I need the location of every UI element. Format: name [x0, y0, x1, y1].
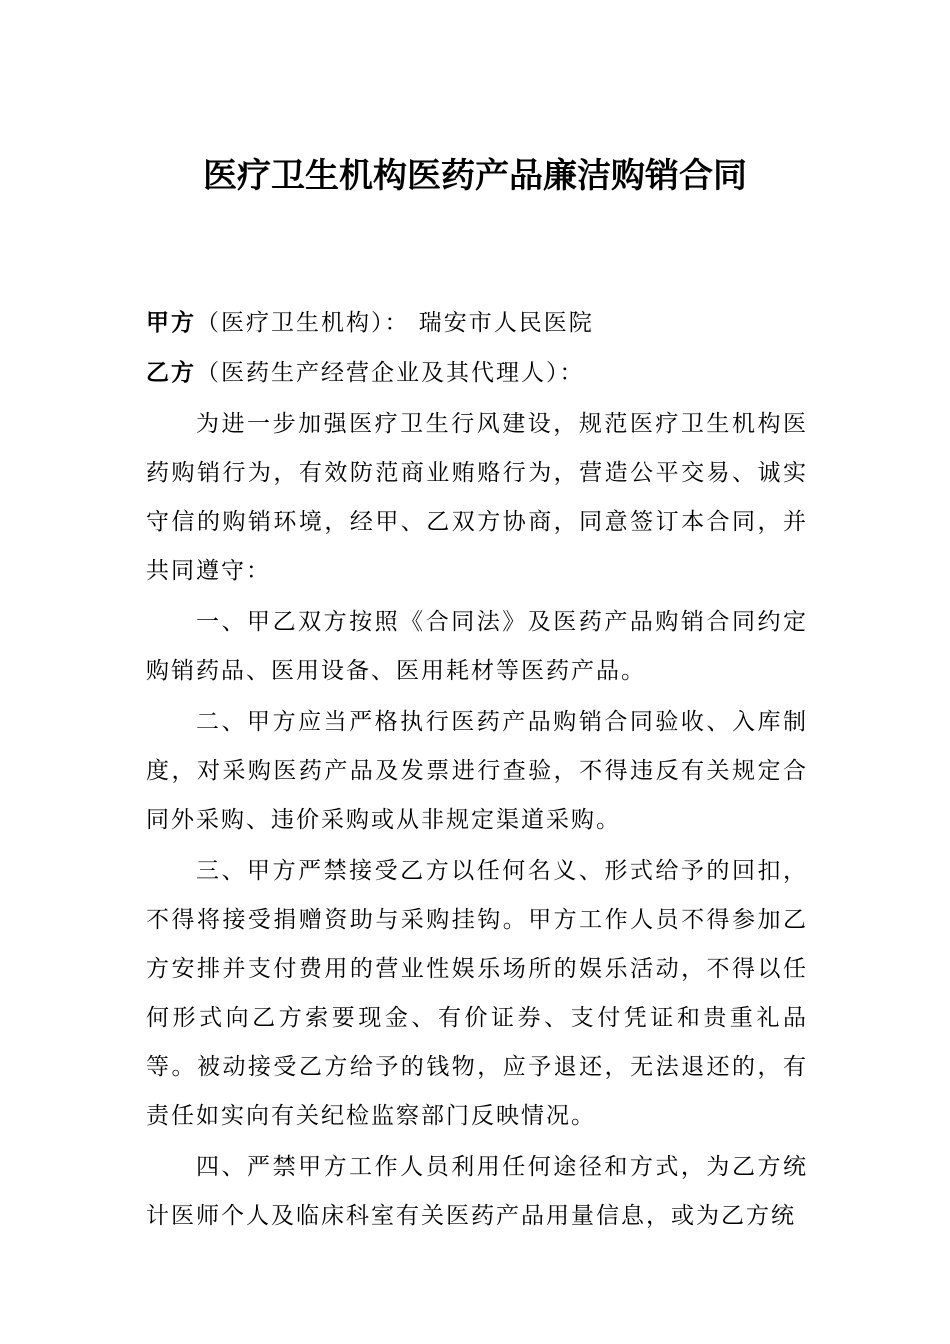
paragraph-clause-3: 三、甲方严禁接受乙方以任何名义、形式给予的回扣，不得将接受捐赠资助与采购挂钩。甲方工作人员不得参加乙方安排并支付费用的营业性娱乐场所的娱乐活动，不得以任何形式向乙方索要现金、有价证券、支付凭证和贵重礼品等。被动接受乙方给予的钱物，应予退还，无法退还的，有责任如实向有关纪检监察部门反映情况。 — [146, 858, 808, 1129]
paragraph-intro: 为进一步加强医疗卫生行风建设，规范医疗卫生机构医药购销行为，有效防范商业贿赂行为，营造公平交易、诚实守信的购销环境，经甲、乙双方协商，同意签订本合同，并共同遵守： — [146, 411, 808, 584]
party-b-line — [146, 353, 816, 393]
paragraph-clause-2: 二、甲方应当严格执行医药产品购销合同验收、入库制度，对采购医药产品及发票进行查验，不得违反有关规定合同外采购、违价采购或从非规定渠道采购。 — [146, 709, 808, 833]
document-title: 医疗卫生机构医药产品廉洁购销合同 — [203, 156, 747, 196]
party-a-label: 甲方 — [146, 309, 196, 336]
party-b-text: （医药生产经营企业及其代理人）： — [196, 360, 585, 386]
paragraph-clause-1: 一、甲乙双方按照《合同法》及医药产品购销合同约定购销药品、医用设备、医用耗材等医药产品。 — [146, 609, 808, 684]
paragraph-clause-4: 四、严禁甲方工作人员利用任何途径和方式，为乙方统计医师个人及临床科室有关医药产品用量信息，或为乙方统 — [146, 1154, 808, 1229]
party-b-label: 乙方 — [146, 359, 196, 386]
party-a-text: （医疗卫生机构）： 瑞安市人民医院 — [196, 310, 594, 336]
contract-body — [146, 400, 808, 1243]
party-a-line — [146, 303, 816, 343]
